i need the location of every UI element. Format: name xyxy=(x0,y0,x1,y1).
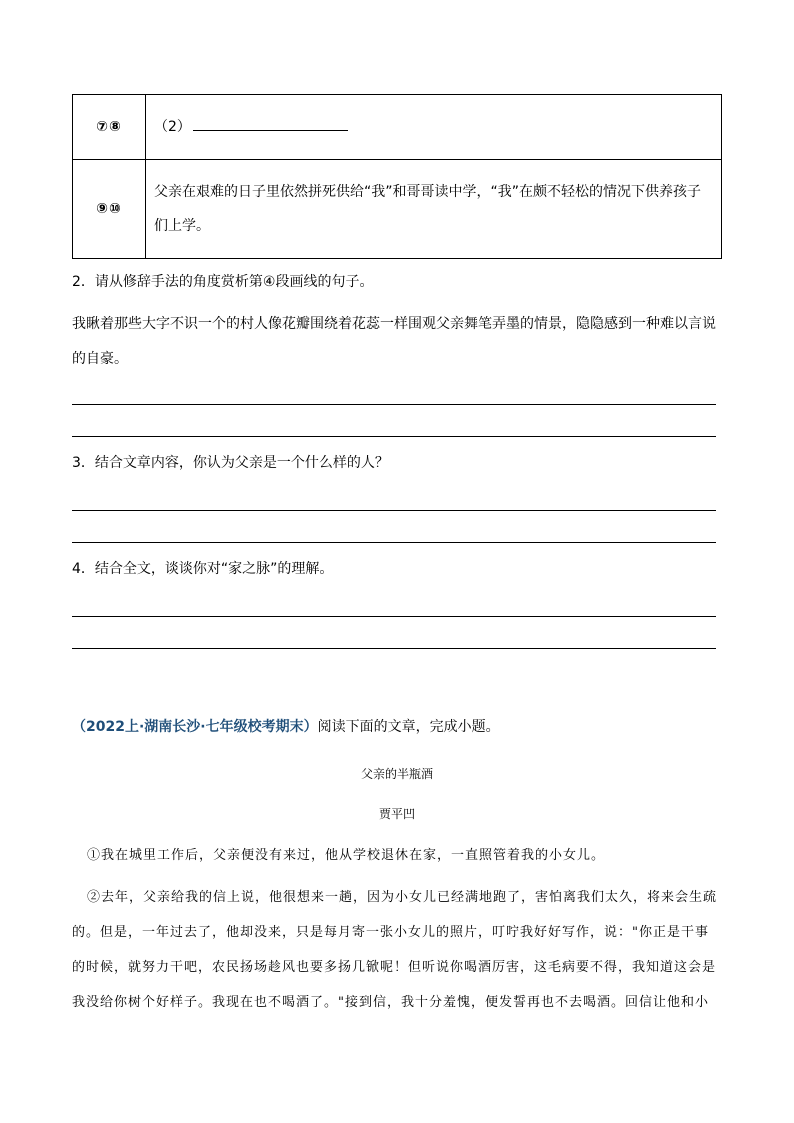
answer-line[interactable] xyxy=(72,510,716,511)
answer-line[interactable] xyxy=(72,542,716,543)
table-row xyxy=(73,160,722,259)
answer-line[interactable] xyxy=(72,436,716,437)
article-author: 贾平凹 xyxy=(378,807,415,821)
answer-blank[interactable] xyxy=(193,114,348,131)
section-instruction: 阅读下面的文章，完成小题。 xyxy=(317,719,500,735)
answer-line[interactable] xyxy=(72,404,716,405)
article-paragraph-2: ②去年，父亲给我的信上说，他很想来一趟，因为小女儿已经满地跑了，害怕离我们太久，将来会生疏的。但是，一年过去了，他却没来，只是每月寄一张小女儿的照片，叮咛我好好写作，说："你正是干事的时候，就努力干吧，农民扬场趁风也要多扬几锨呢！但听说你喝酒厉害，这毛病要不得，我知道这会是我没给你树个好样子。我现在也不喝酒了。"接到信，我十分羞愧，便发誓再也不去喝酒。回信让他和小 xyxy=(72,890,718,1010)
question-4: 4．结合全文，谈谈你对“家之脉”的理解。 xyxy=(72,561,334,577)
question-2-quote: 我瞅着那些大字不识一个的村人像花瓣围绕着花蕊一样围观父亲舞笔弄墨的情景，隐隐感到一种难以言说的自豪。 xyxy=(72,316,716,367)
answer-line[interactable] xyxy=(72,648,716,649)
paragraph-number-cell: ⑦⑧ xyxy=(73,95,146,160)
answer-line[interactable] xyxy=(72,616,716,617)
answer-cell: 父亲在艰难的日子里依然拼死供给“我”和哥哥读中学，“我”在颇不轻松的情况下供养孩子们上学。 xyxy=(146,160,722,259)
question-2: 2．请从修辞手法的角度赏析第④段画线的句子。 xyxy=(72,274,374,290)
paragraph-number-cell: ⑨⑩ xyxy=(73,160,146,259)
table-row xyxy=(73,95,722,160)
question-3: 3．结合文章内容，你认为父亲是一个什么样的人？ xyxy=(72,455,389,471)
answer-prefix: （2） xyxy=(154,119,191,135)
answer-cell xyxy=(146,95,722,160)
section-header xyxy=(72,710,722,745)
exam-source: （2022上·湖南长沙·七年级校考期末） xyxy=(72,719,318,735)
answer-table xyxy=(72,94,722,259)
article-paragraph-1: ①我在城里工作后，父亲便没有来过，他从学校退休在家，一直照管着我的小女儿。 xyxy=(87,848,606,863)
article-title: 父亲的半瓶酒 xyxy=(360,767,433,781)
